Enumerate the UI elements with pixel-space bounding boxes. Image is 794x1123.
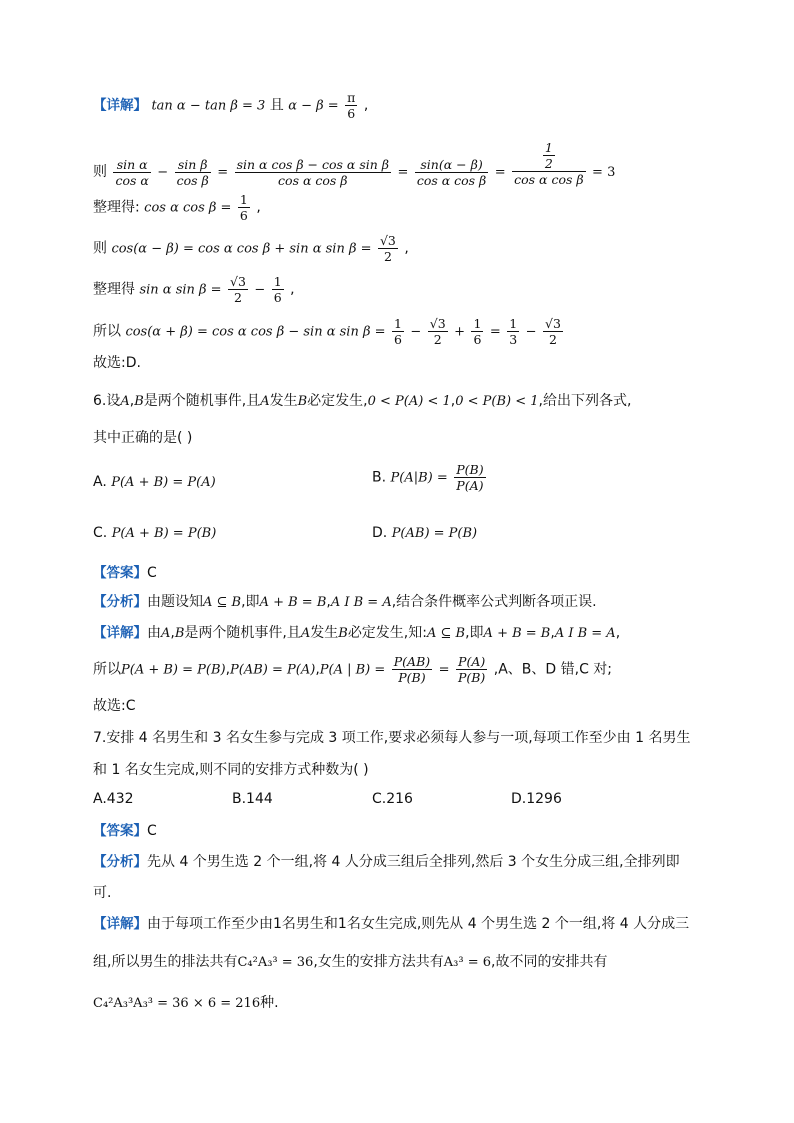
- fraction: $\frac{1}{3}$: [509, 316, 518, 347]
- fraction: $\frac{\text{sin α}}{\text{cos α}}$: [115, 156, 149, 188]
- fraction: $\frac{1}{6}$: [239, 192, 248, 223]
- q6-option-d: D. P(AB) = P(B): [372, 525, 478, 541]
- q7-stem-line-2: 和 1 名女生完成,则不同的安排方式种数为( ): [93, 762, 369, 778]
- fraction: $\frac{P(AB)}{P(B)}$: [393, 654, 431, 685]
- math-expr: α − β =: [288, 98, 339, 114]
- fraction: $\frac{\sin(\alpha - \beta)}{\text{cos α cos β}}$: [416, 156, 487, 188]
- detail-tag: 【详解】: [93, 97, 147, 114]
- q5-detail-line-3: 整理得: cos α cos β = $\frac{1}{6}$ ,: [93, 192, 261, 223]
- fraction: $\frac{√3}{2}$: [545, 316, 561, 347]
- q7-detail-line-1: 【详解】由于每项工作至少由1名男生和1名女生完成,则先从 4 个男生选 2 个一组,将 4 人分成三: [93, 916, 690, 932]
- q6-stem-line-2: 其中正确的是( ): [93, 430, 193, 446]
- q7-detail-line-2: 组,所以男生的排法共有C₄²A₃³ = 36,女生的安排方法共有A₃³ = 6,故不同的安排共有: [93, 954, 608, 970]
- q7-option-a: A.432: [93, 791, 134, 807]
- text: 且: [269, 97, 284, 114]
- fraction: $\frac{√3}{2}$: [230, 274, 246, 305]
- fraction: $\frac{\pi}{6}$: [347, 90, 356, 121]
- q5-detail-line-1: 【详解】 tan α − tan β = 3 且 α − β = $\frac{\pi}{6}$ ,: [93, 90, 369, 121]
- fraction: $\frac{1}{6}$: [273, 274, 282, 305]
- fraction: $\frac{√3}{2}$: [429, 316, 446, 347]
- q6-option-a: A. P(A + B) = P(A): [93, 474, 216, 490]
- q6-stem-line-1: 6.设A,B是两个随机事件,且A发生B必定发生,0 < P(A) < 1,0 < P(B) < 1,给出下列各式,: [93, 393, 632, 409]
- q5-detail-line-2: 则 $\frac{\text{sin α}}{\text{cos α}}$ − $\frac{\text{sin β}}{\text{cos β}}$ = $\frac{\text{sin α cos β − cos α sin β}}{\text{cos α cos β}}$ = $\frac{\sin(\alpha - \beta)}{\text{cos α cos β}}$ = $\frac{\frac{1}{2}}{\text{cos α cos β}}$ = 3: [93, 140, 616, 188]
- q7-option-c: C.216: [372, 791, 413, 807]
- q6-detail-line-2: 所以P(A + B) = P(B),P(AB) = P(A),P(A | B) = $\frac{P(AB)}{P(B)}$ = $\frac{P(A)}{P(B)}$ ,A、B、D 错,C 对;: [93, 654, 613, 685]
- fraction: $\frac{1}{6}$: [473, 316, 482, 347]
- answer-tag: 【答案】: [93, 565, 147, 581]
- compound-fraction: $\frac{\frac{1}{2}}{\text{cos α cos β}}$: [514, 140, 584, 187]
- fraction: $\frac{√3}{2}$: [379, 233, 396, 264]
- q6-option-c: C. P(A + B) = P(B): [93, 525, 217, 541]
- math-expr: tan α − tan β = 3: [151, 98, 266, 114]
- q5-detail-line-5: 整理得 sin α sin β = $\frac{√3}{2}$ − $\frac{1}{6}$ ,: [93, 274, 295, 305]
- q7-stem-line-1: 7.安排 4 名男生和 3 名女生参与完成 3 项工作,要求必须每人参与一项,每项工作至少由 1 名男生: [93, 730, 691, 746]
- q7-option-d: D.1296: [511, 791, 562, 807]
- q7-analysis-line-2: 可.: [93, 885, 112, 901]
- fraction: $\frac{P(B)}{P(A)}$: [456, 462, 484, 493]
- q6-select-line: 故选:C: [93, 698, 136, 714]
- fraction: $\frac{P(A)}{P(B)}$: [457, 654, 486, 685]
- q7-detail-line-3: C₄²A₃³A₃³ = 36 × 6 = 216种.: [93, 995, 279, 1011]
- fraction: $\frac{1}{6}$: [393, 316, 402, 347]
- detail-tag: 【详解】: [93, 916, 147, 932]
- fraction: $\frac{\text{sin α cos β − cos α sin β}}{\text{cos α cos β}}$: [236, 156, 389, 188]
- q6-answer-line: 【答案】C: [93, 565, 157, 581]
- q6-analysis-line: 【分析】由题设知A ⊆ B,即A + B = B,A I B = A,结合条件概率公式判断各项正误.: [93, 594, 597, 610]
- q5-detail-line-6: 所以 cos(α + β) = cos α cos β − sin α sin β = $\frac{1}{6}$ − $\frac{√3}{2}$ + $\frac{1}{6}$ = $\frac{1}{3}$ − $\frac{√3}{2}$: [93, 316, 561, 347]
- fraction: $\frac{\text{sin β}}{\text{cos β}}$: [176, 156, 209, 188]
- q7-analysis-line-1: 【分析】先从 4 个男生选 2 个一组,将 4 人分成三组后全排列,然后 3 个女生分成三组,全排列即: [93, 854, 680, 870]
- q6-detail-line-1: 【详解】由A,B是两个随机事件,且A发生B必定发生,知:A ⊆ B,即A + B = B,A I B = A,: [93, 625, 621, 641]
- q7-option-b: B.144: [232, 791, 273, 807]
- answer-tag: 【答案】: [93, 823, 147, 839]
- analysis-tag: 【分析】: [93, 594, 147, 610]
- q6-option-b: B. P(A|B) = $\frac{P(B)}{P(A)}$: [372, 462, 484, 493]
- q5-detail-line-4: 则 cos(α − β) = cos α cos β + sin α sin β = $\frac{√3}{2}$ ,: [93, 233, 409, 264]
- analysis-tag: 【分析】: [93, 854, 147, 870]
- detail-tag: 【详解】: [93, 625, 147, 641]
- q7-answer-line: 【答案】C: [93, 823, 157, 839]
- q5-select-line: 故选:D.: [93, 355, 141, 371]
